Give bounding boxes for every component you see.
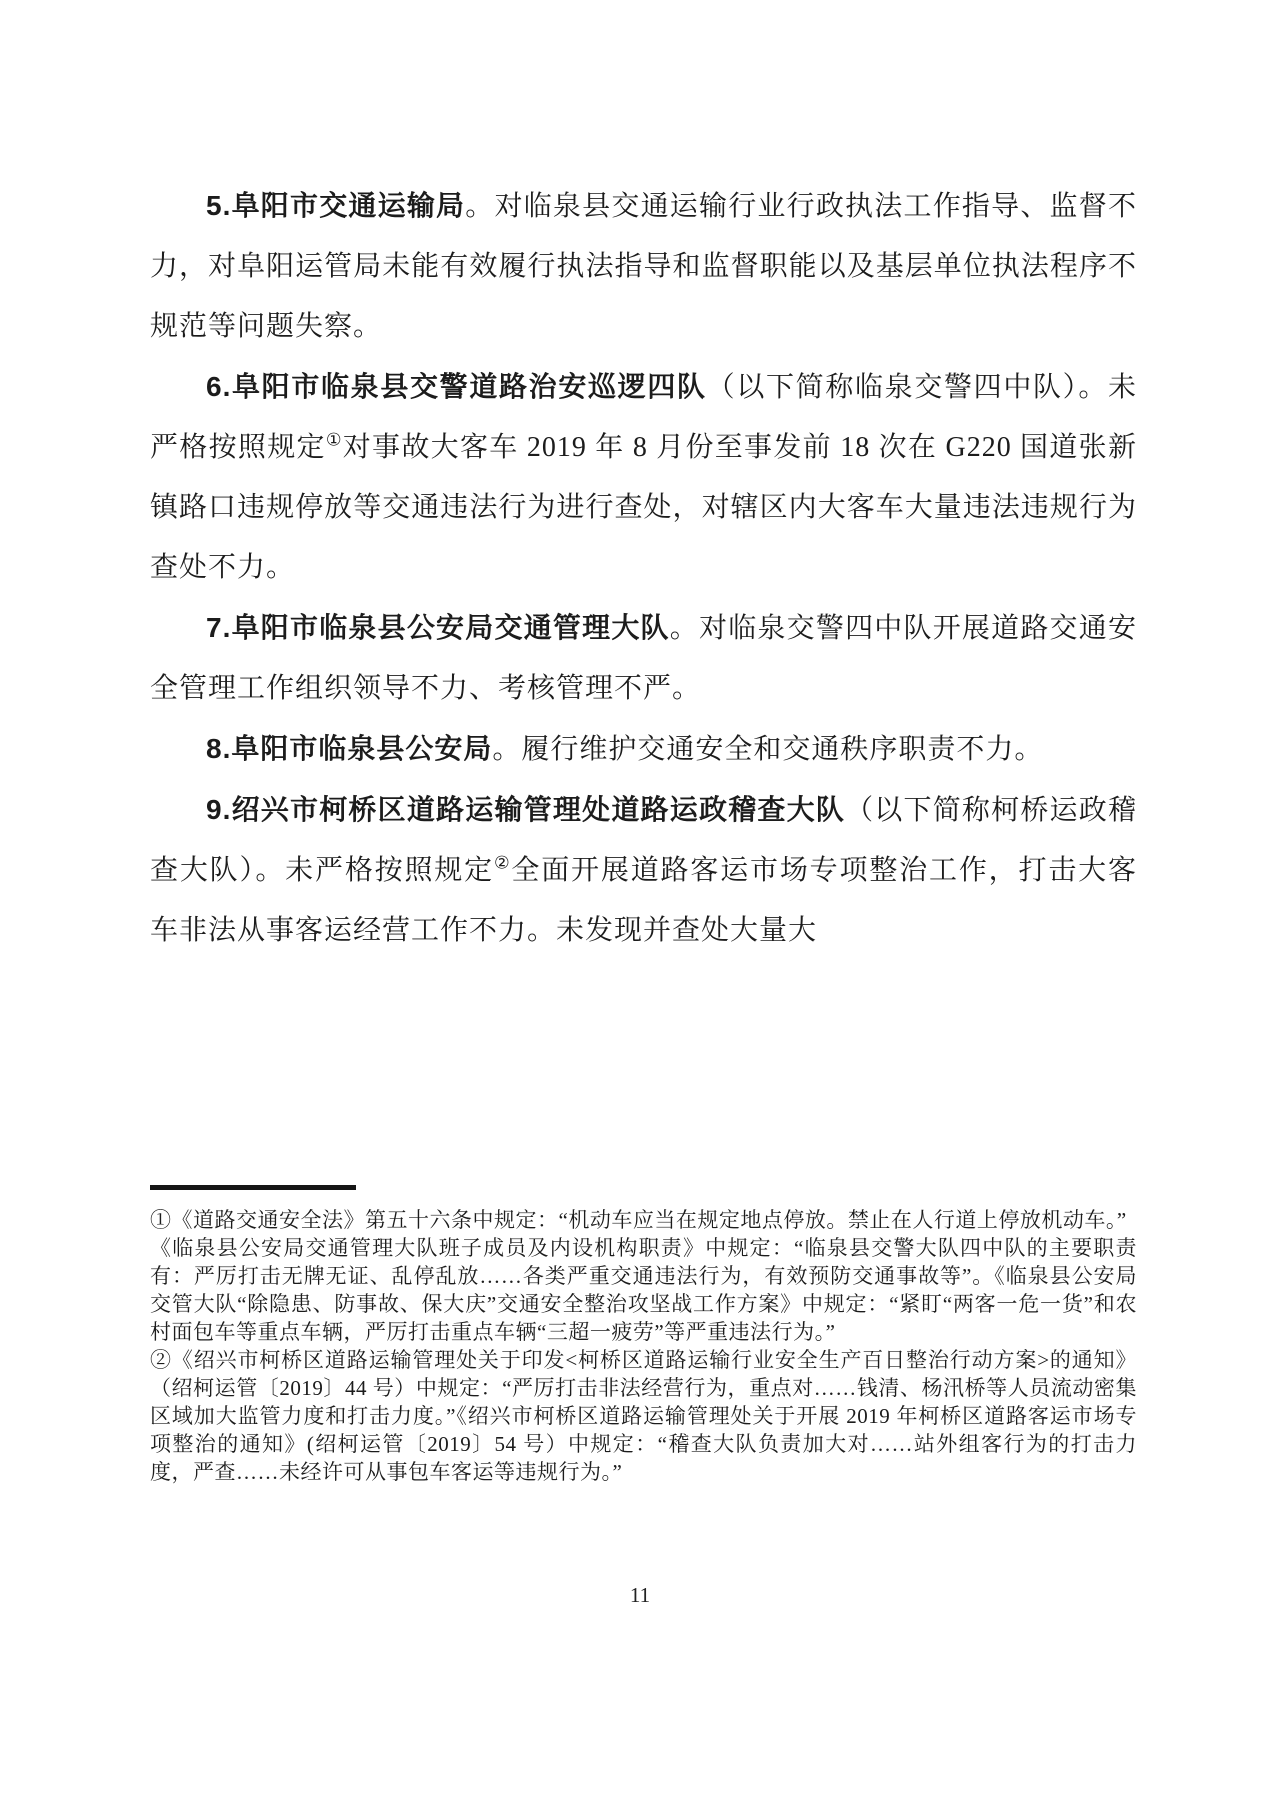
footnote-1: ①《道路交通安全法》第五十六条中规定：“机动车应当在规定地点停放。禁止在人行道上停放机动车。”	[150, 1208, 1127, 1232]
paragraph-6	[150, 357, 1137, 598]
paragraph-7-heading: 7.阜阳市临泉县公安局交通管理大队	[206, 612, 670, 643]
footnote-2: ②《绍兴市柯桥区道路运输管理处关于印发<柯桥区道路运输行业安全生产百日整治行动方案>的通知》（绍柯运管〔2019〕44 号）中规定：“严厉打击非法经营行为，重点对……钱清、杨汛桥等人员流动密集区域加大监管力度和打击力度。”《绍兴市柯桥区道路运输管理处关于开展 2019 年柯桥区道路客运市场专项整治的通知》(绍柯运管〔2019〕54 号）中规定：“稽查大队负责加大对……站外组客行为的打击力度，严查……未经许可从事包车客运等违规行为。”	[150, 1348, 1137, 1484]
paragraph-5-heading: 5.阜阳市交通运输局	[206, 190, 466, 221]
footnote-marker-1: ①	[325, 430, 343, 450]
paragraph-9-text-b: 全面开展道路客运市场专项整治工作，打击大客车非法从事客运经营工作不力。未发现并查处大量大	[150, 855, 1137, 946]
paragraph-8	[150, 719, 1137, 780]
paragraph-8-text: 。履行维护交通安全和交通秩序职责不力。	[492, 734, 1044, 765]
paragraph-9-heading: 9.绍兴市柯桥区道路运输管理处道路运政稽查大队	[206, 794, 846, 825]
footnote-1-continued: 《临泉县公安局交通管理大队班子成员及内设机构职责》中规定：“临泉县交警大队四中队的主要职责有：严厉打击无牌无证、乱停乱放……各类严重交通违法行为，有效预防交通事故等”。《临泉县公安局交管大队“除隐患、防事故、保大庆”交通安全整治攻坚战工作方案》中规定：“紧盯“两客一危一货”和农村面包车等重点车辆，严厉打击重点车辆“三超一疲劳”等严重违法行为。”	[150, 1236, 1137, 1344]
footnotes-section	[150, 1185, 1137, 1486]
main-text	[150, 176, 1137, 961]
paragraph-6-text-b: 对事故大客车 2019 年 8 月份至事发前 18 次在 G220 国道张新镇路口违规停放等交通违法行为进行查处，对辖区内大客车大量违法违规行为查处不力。	[150, 432, 1137, 583]
footnote-separator	[150, 1185, 356, 1190]
paragraph-8-heading: 8.阜阳市临泉县公安局	[206, 733, 493, 764]
paragraph-5	[150, 176, 1137, 357]
paragraph-9	[150, 780, 1137, 961]
paragraph-6-heading: 6.阜阳市临泉县交警道路治安巡逻四队	[206, 371, 707, 402]
page-number: 11	[629, 1583, 651, 1607]
paragraph-7	[150, 598, 1137, 719]
paragraph-9-text-a: （以下简称柯桥运政稽查大队）。未严格按照规定	[150, 795, 1137, 886]
paragraph-6-text-a: （以下简称临泉交警四中队）。未严格按照规定	[150, 372, 1137, 463]
footnote-marker-2: ②	[493, 853, 512, 873]
paragraph-5-text: 。对临泉县交通运输行业行政执法工作指导、监督不力，对阜阳运管局未能有效履行执法指导和监督职能以及基层单位执法程序不规范等问题失察。	[150, 191, 1137, 342]
paragraph-7-text: 。对临泉交警四中队开展道路交通安全管理工作组织领导不力、考核管理不严。	[150, 613, 1137, 704]
